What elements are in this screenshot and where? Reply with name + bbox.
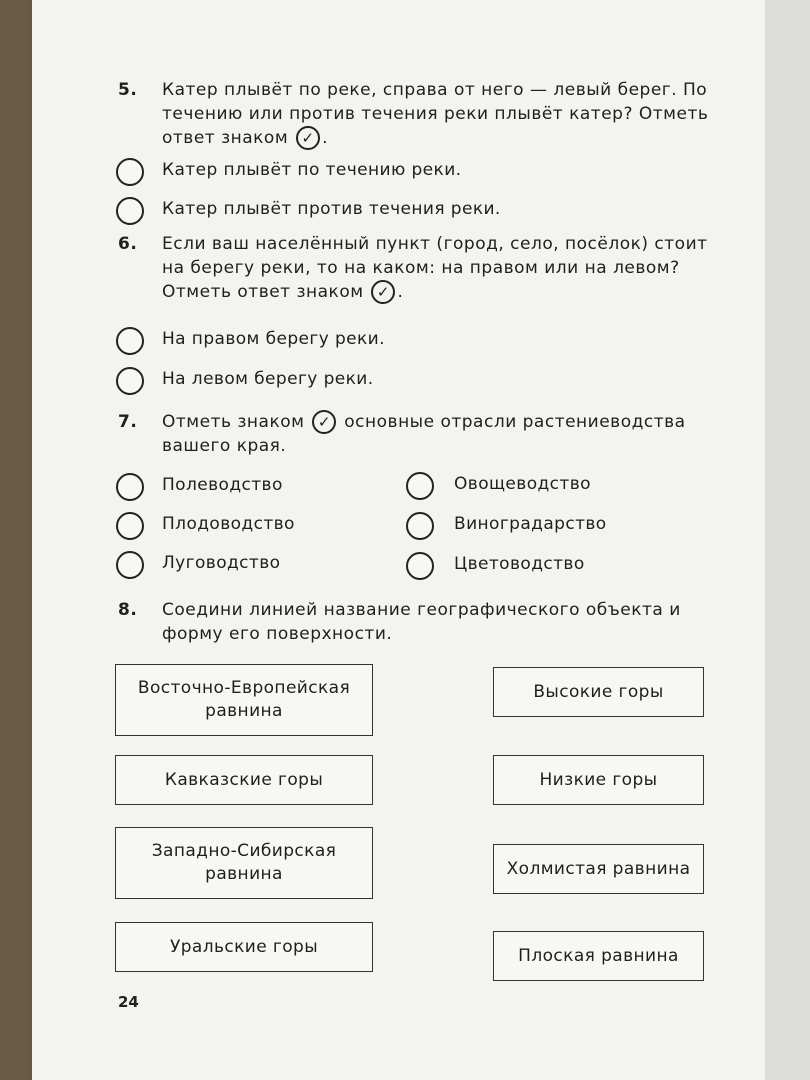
checkbox-option-vegetable[interactable] xyxy=(406,472,434,500)
question-8 xyxy=(118,598,718,646)
option-label: Виноградарство xyxy=(454,514,607,534)
match-label: Кавказские горы xyxy=(164,769,324,790)
match-box-caucasus[interactable] xyxy=(115,755,373,805)
radio-option-q5-1[interactable] xyxy=(116,158,144,186)
question-number: 6. xyxy=(118,234,138,254)
option-label: Луговодство xyxy=(162,553,281,573)
question-number: 7. xyxy=(118,412,138,432)
checkbox-option-meadow[interactable] xyxy=(116,551,144,579)
option-label: На правом берегу реки. xyxy=(162,329,385,349)
checkmark-icon: ✓ xyxy=(371,280,395,304)
question-text: Если ваш населённый пункт (город, село, посёлок) стоит на берегу реки, то на каком: на правом или на левом? Отметь ответ знаком xyxy=(162,234,708,302)
match-box-urals[interactable] xyxy=(115,922,373,972)
match-label: Западно-Сибирская равнина xyxy=(151,841,337,884)
match-label: Высокие горы xyxy=(533,681,664,702)
question-number: 8. xyxy=(118,600,138,620)
option-label: Полеводство xyxy=(162,475,283,495)
question-text: Соедини линией название географического объекта и форму его поверхности. xyxy=(162,600,681,644)
checkbox-option-viticulture[interactable] xyxy=(406,512,434,540)
match-box-flat-plain[interactable] xyxy=(493,931,704,981)
radio-option-q6-1[interactable] xyxy=(116,327,144,355)
match-label: Восточно-Европейская равнина xyxy=(137,678,351,721)
option-label: Катер плывёт по течению реки. xyxy=(162,160,462,180)
option-label: На левом берегу реки. xyxy=(162,369,374,389)
page-number: 24 xyxy=(118,993,139,1011)
next-page-edge xyxy=(765,0,810,1080)
radio-option-q5-2[interactable] xyxy=(116,197,144,225)
option-label: Цветоводство xyxy=(454,554,585,574)
checkbox-option-field-crops[interactable] xyxy=(116,473,144,501)
match-label: Уральские горы xyxy=(169,936,319,957)
match-box-hilly-plain[interactable] xyxy=(493,844,704,894)
match-label: Холмистая равнина xyxy=(506,858,691,879)
question-7 xyxy=(118,410,718,458)
question-text: Катер плывёт по реке, справа от него — левый берег. По течению или против течения реки плывёт катер? Отметь ответ знаком xyxy=(162,80,709,148)
match-box-east-european-plain[interactable] xyxy=(115,664,373,736)
checkmark-icon: ✓ xyxy=(312,410,336,434)
question-5: 5. Катер плывёт по реке, справа от него — левый берег. По течению или против течения реки плывёт катер? Отметь ответ знаком ✓ . xyxy=(118,80,709,148)
match-box-west-siberian-plain[interactable] xyxy=(115,827,373,899)
radio-option-q6-2[interactable] xyxy=(116,367,144,395)
match-box-low-mountains[interactable] xyxy=(493,755,704,805)
checkmark-icon: ✓ xyxy=(296,126,320,150)
option-label: Катер плывёт против течения реки. xyxy=(162,199,501,219)
question-text-continued: основные отрасли растениеводства вашего края. xyxy=(162,412,686,456)
question-number: 5. xyxy=(118,80,138,100)
question-6: 6. Если ваш населённый пункт (город, село, посёлок) стоит на берегу реки, то на каком: на правом или на левом? Отметь ответ знаком ✓ . xyxy=(118,234,708,302)
checkbox-option-floriculture[interactable] xyxy=(406,552,434,580)
option-label: Плодоводство xyxy=(162,514,295,534)
match-label: Плоская равнина xyxy=(518,945,679,966)
question-text: Отметь знаком xyxy=(162,412,305,432)
match-box-high-mountains[interactable] xyxy=(493,667,704,717)
option-label: Овощеводство xyxy=(454,474,591,494)
checkbox-option-fruit-growing[interactable] xyxy=(116,512,144,540)
match-label: Низкие горы xyxy=(539,769,658,790)
